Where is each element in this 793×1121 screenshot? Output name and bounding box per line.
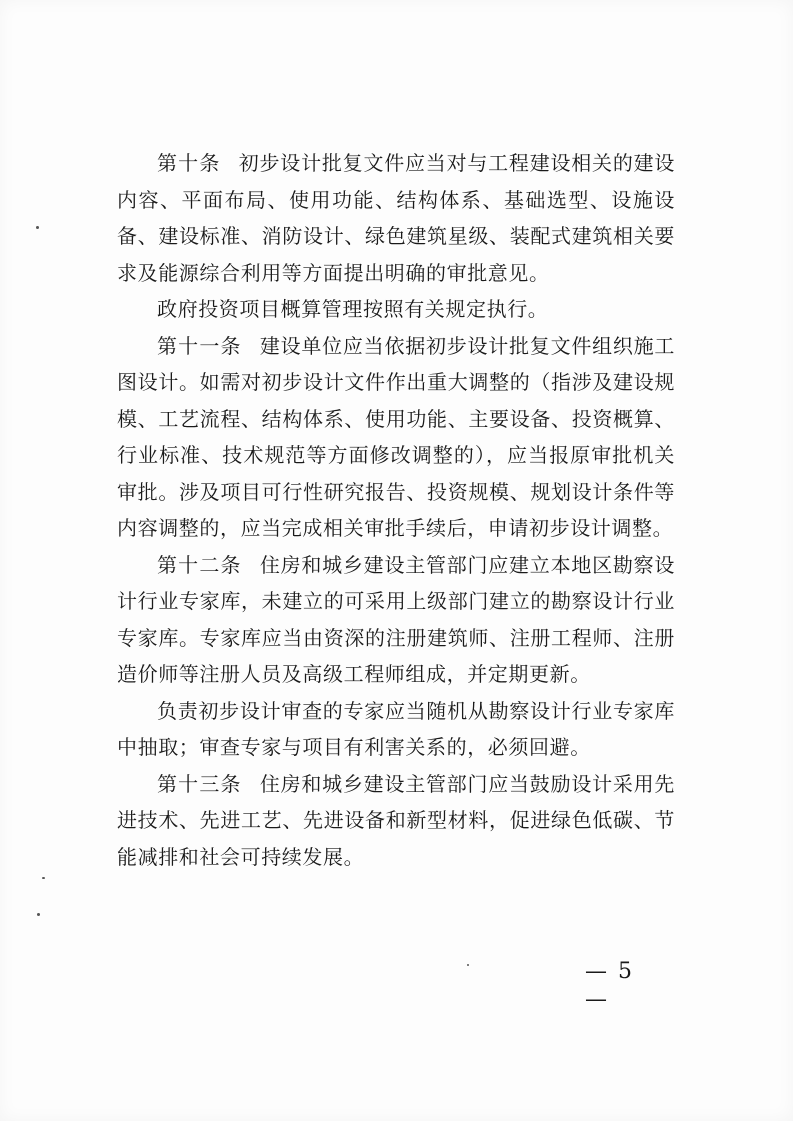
article-13-paragraph bbox=[117, 766, 675, 876]
paragraph-text: 初步设计批复文件应当对与工程建设相关的建设内容、平面布局、使用功能、结构体系、基础选型、设施设备、建设标准、消防设计、绿色建筑星级、装配式建筑相关要求及能源综合利用等方面提出明确的审批意见。 bbox=[117, 151, 676, 285]
paragraph-text: 住房和城乡建设主管部门应建立本地区勘察设计行业专家库，未建立的可采用上级部门建立的勘察设计行业专家库。专家库应当由资深的注册建筑师、注册工程师、注册造价师等注册人员及高级工程师组成，并定期更新。 bbox=[117, 552, 676, 686]
paragraph-text: 住房和城乡建设主管部门应当鼓励设计采用先进技术、先进工艺、先进设备和新型材料，促进绿色低碳、节能减排和社会可持续发展。 bbox=[117, 771, 676, 869]
article-heading: 第十二条 bbox=[157, 552, 242, 577]
expert-review-paragraph bbox=[117, 693, 675, 766]
scan-speck bbox=[467, 964, 469, 966]
document-body bbox=[117, 145, 675, 875]
budget-paragraph bbox=[117, 291, 675, 328]
paragraph-text: 负责初步设计审查的专家应当随机从勘察设计行业专家库中抽取；审查专家与项目有利害关系的，必须回避。 bbox=[117, 698, 675, 759]
scan-speck bbox=[42, 877, 45, 879]
paragraph-text: 建设单位应当依据初步设计批复文件组织施工图设计。如需对初步设计文件作出重大调整的（指涉及建设规模、工艺流程、结构体系、使用功能、主要设备、投资概算、行业标准、技术规范等方面修改调整的），应当报原审批机关审批。涉及项目可行性研究报告、投资规模、规划设计条件等内容调整的，应当完成相关审批手续后，申请初步设计调整。 bbox=[117, 333, 676, 540]
article-heading: 第十一条 bbox=[157, 333, 242, 358]
page-number: — 5 — bbox=[585, 959, 634, 1012]
article-heading: 第十条 bbox=[157, 151, 221, 175]
scan-speck bbox=[37, 913, 40, 916]
scan-speck bbox=[36, 226, 39, 229]
article-11-paragraph bbox=[117, 328, 675, 547]
paragraph-text: 政府投资项目概算管理按照有关规定执行。 bbox=[157, 297, 549, 321]
article-10-paragraph bbox=[117, 145, 675, 291]
article-heading: 第十三条 bbox=[157, 771, 242, 796]
article-12-paragraph bbox=[117, 547, 675, 693]
